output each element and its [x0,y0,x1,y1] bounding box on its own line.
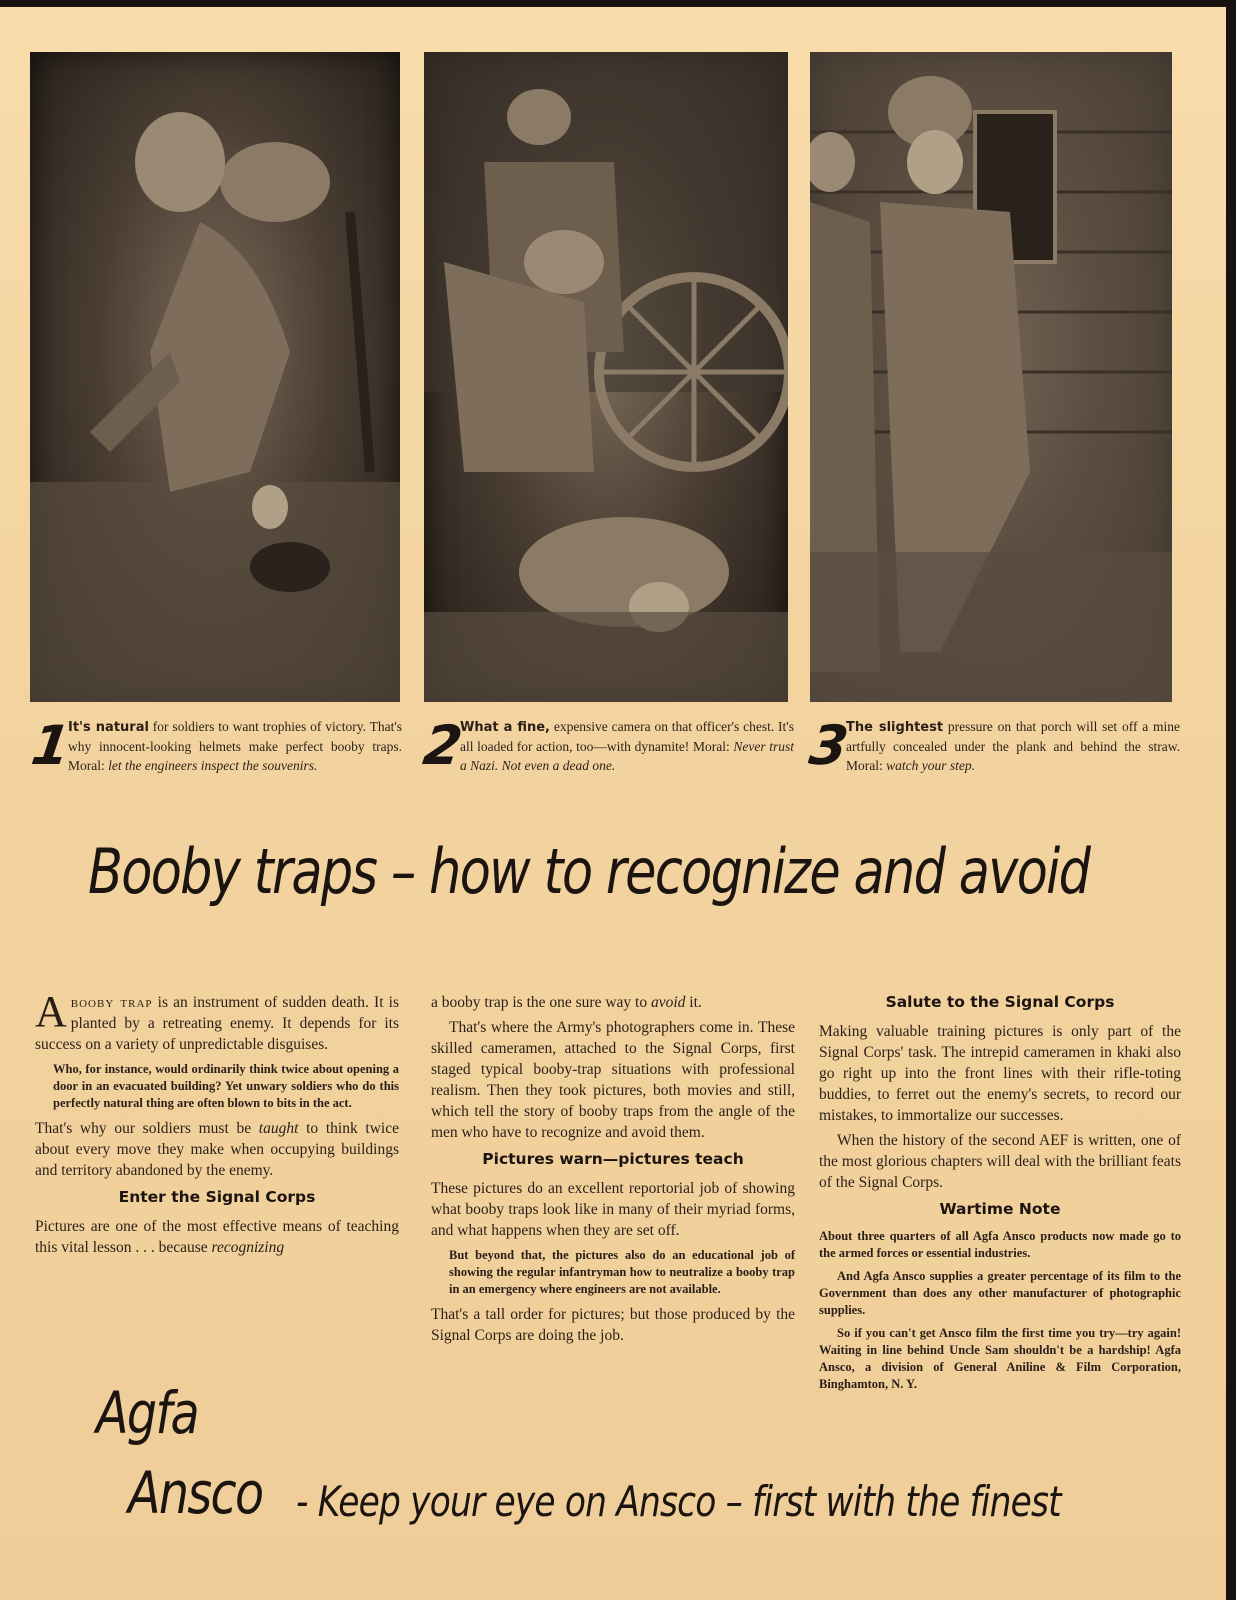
section-heading: Pictures warn—pictures teach [482,1150,744,1168]
smallcaps-lead: booby trap [70,994,153,1011]
body-column-3 [819,992,1181,1399]
body-column-1 [35,987,399,1262]
section-heading: Wartime Note [939,1200,1061,1218]
soldiers-porch-illustration [810,52,1172,702]
photo-camera-trap [424,52,788,702]
body-text: a booby trap is the one sure way to [431,994,651,1011]
photo-helmet-trap [30,52,400,702]
ad-page [0,7,1226,1600]
wartime-note: And Agfa Ansco supplies a greater percentage of its film to the Government than does any other manufacturer of photographic supplies. [819,1269,1181,1317]
sidebar-note: Who, for instance, would ordinarily think twice about opening a door in an evacuated building? Yet unwary soldiers who do this perfectly natural thing are often blown to bits in the act. [53,1062,399,1110]
body-text: That's why our soldiers must be [35,1120,259,1137]
drop-cap: A [35,987,67,1036]
emphasis-text: avoid [650,994,686,1011]
caption-number: 3 [805,714,853,777]
body-text: to think twice about every move they make when occupying buildings and territory abandoned by the enemy. [35,1120,399,1179]
section-heading: Enter the Signal Corps [118,1188,316,1206]
section-heading: Salute to the Signal Corps [885,993,1115,1011]
caption-moral: watch your step. [886,758,975,773]
soldier-helmet-illustration [30,52,400,702]
caption-2 [419,714,795,777]
wartime-note: About three quarters of all Agfa Ansco products now made go to the armed forces or essential industries. [819,1229,1181,1260]
body-paragraph: Making valuable training pictures is only part of the Signal Corps' task. The intrepid cameramen in khaki also go right up into the front lines with their rifle-toting buddies, to ferret out the enemy's secrets, to record our mistakes, to immortalize our successes. [819,1023,1181,1124]
emphasis-text: recognizing [211,1239,285,1256]
caption-lead: What a fine, [460,720,550,735]
caption-lead: It's natural [68,720,149,735]
caption-number: 1 [27,714,75,777]
photo-porch-mine [810,52,1172,702]
body-paragraph: That's where the Army's photographers come in. These skilled cameramen, attached to the Signal Corps, first staged typical booby-trap situations with professional realism. Then they took pictures, both movies and still, which tell the story of booby traps from the angle of the men who have to recognize and avoid them. [431,1019,795,1141]
caption-text: for soldiers to want trophies of victory. That's why innocent-looking helmets make perfect booby traps. Moral: [68,719,403,773]
caption-3 [805,714,1180,777]
body-column-2 [431,992,795,1350]
intro-text: is an instrument of sudden death. It is planted by a retreating enemy. It depends for its success on a variety of unpredictable disguises. [35,994,399,1053]
body-text: Pictures are one of the most effective means of teaching this vital lesson . . . because [35,1218,399,1256]
wartime-note: So if you can't get Ansco film the first time you try—try again! Waiting in line behind Uncle Sam shouldn't be a hardship! Agfa Ansco, a division of General Aniline & Film Corporation, Binghamton, N. Y. [819,1326,1181,1391]
brand-logo-ansco: Ansco [128,1459,263,1527]
caption-number: 2 [419,714,467,777]
brand-logo-agfa: Agfa [96,1379,199,1447]
caption-text: pressure on that porch will set off a mine artfully concealed under the plank and behind the straw. Moral: [846,719,1180,773]
soldiers-officer-illustration [424,52,788,702]
caption-lead: The slightest [846,720,944,735]
sidebar-note: But beyond that, the pictures also do an educational job of showing the regular infantryman how to neutralize a booby trap in an emergency where engineers are not available. [449,1248,795,1296]
caption-moral: let the engineers inspect the souvenirs. [108,758,318,773]
caption-1 [27,714,403,777]
body-paragraph: When the history of the second AEF is written, one of the most glorious chapters will deal with the brilliant feats of the Signal Corps. [819,1132,1181,1191]
tagline: - Keep your eye on Ansco – first with the finest [296,1477,1061,1526]
body-paragraph: These pictures do an excellent reportorial job of showing what booby traps look like in many of their myriad forms, and what happens when they are set off. [431,1180,795,1239]
headline: Booby traps – how to recognize and avoid [88,835,1090,908]
body-text: it. [685,994,702,1011]
caption-moral: Never trust a Nazi. Not even a dead one. [460,739,795,773]
emphasis-text: taught [258,1120,299,1137]
caption-text: expensive camera on that officer's chest. It's all loaded for action, too—with dynamite! Moral: [460,719,794,754]
body-paragraph: That's a tall order for pictures; but those produced by the Signal Corps are doing the job. [431,1306,795,1344]
